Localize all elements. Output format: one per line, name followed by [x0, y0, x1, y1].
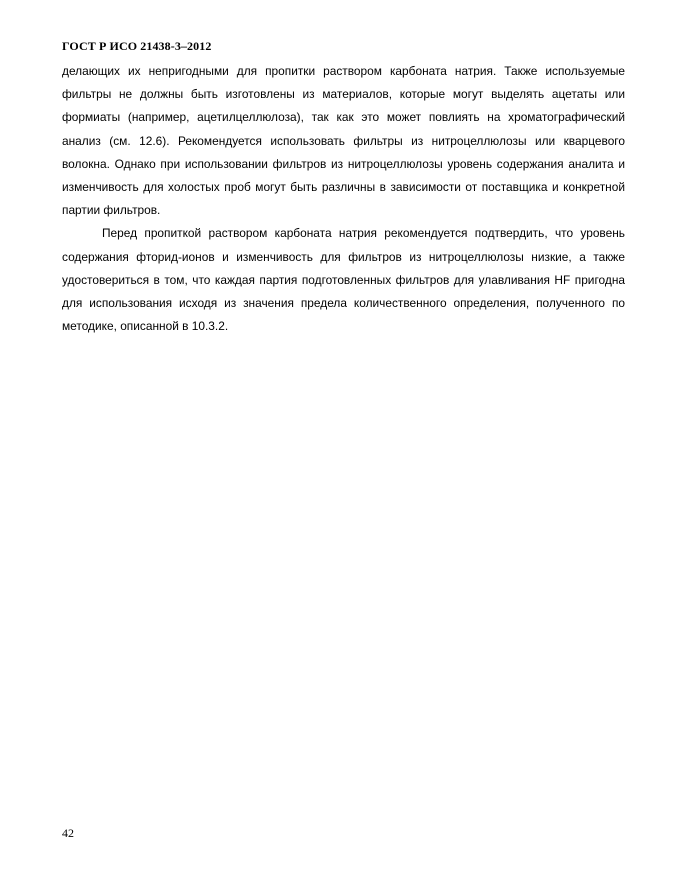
- paragraph-continuation: делающих их непригодными для пропитки раствором карбоната натрия. Также используемые фильтры не должны быть изготовлены из материалов, которые могут выделять ацетаты или формиаты (например, ацетилцеллюлоза), так как это может повлиять на хроматографический анализ (см. 12.6). Рекомендуется использовать фильтры из нитроцеллюлозы или кварцевого волокна. Однако при использовании фильтров из нитроцеллюлозы уровень содержания аналита и изменчивость для холостых проб могут быть различны в зависимости от поставщика и конкретной партии фильтров.: [62, 64, 625, 218]
- document-header: ГОСТ Р ИСО 21438-3–2012: [62, 39, 212, 53]
- paragraph-impregnation-check: Перед пропиткой раствором карбоната натрия рекомендуется подтвердить, что уровень содержания фторид-ионов и изменчивость для фильтров из нитроцеллюлозы низкие, а также удостовериться в том, что каждая партия подготовленных фильтров для улавливания HF пригодна для использования исходя из значения предела количественного определения, полученного по методике, описанной в 10.3.2.: [62, 226, 625, 334]
- document-body: [62, 60, 625, 338]
- page-number: 42: [62, 826, 74, 840]
